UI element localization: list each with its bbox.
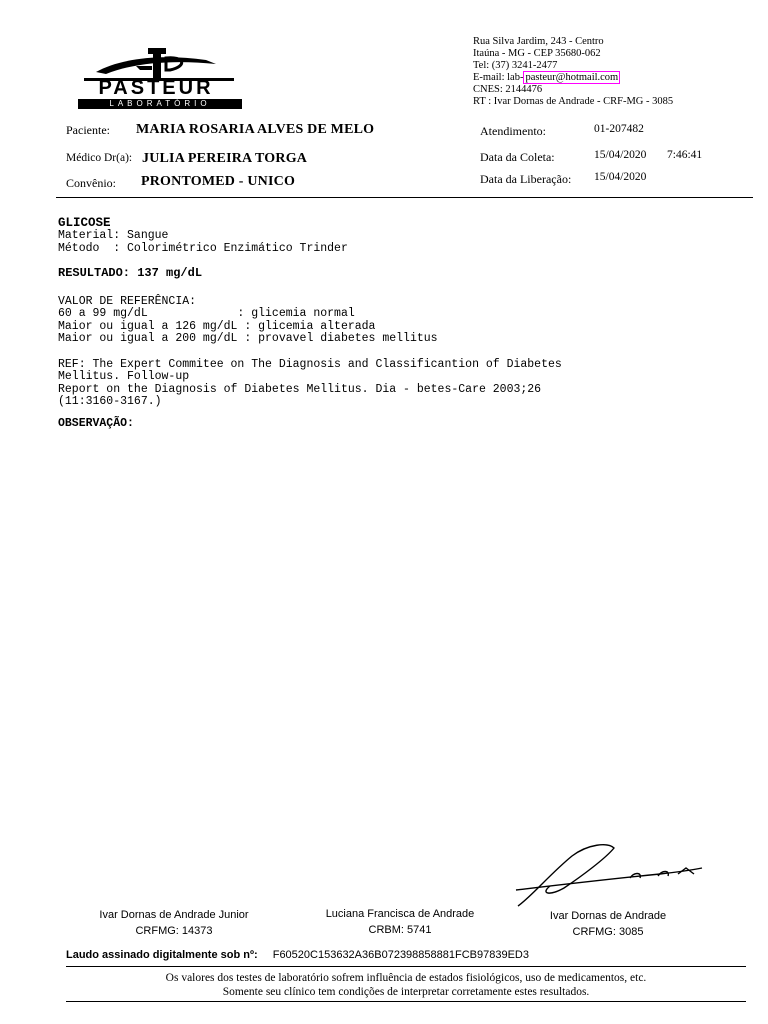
- lab-subtitle: LABORATÓRIO: [78, 99, 242, 109]
- ref-line: 60 a 99 mg/dL : glicemia normal: [58, 307, 355, 320]
- signature-reg: CRBM: 5741: [368, 924, 432, 936]
- lab-logo: [66, 44, 246, 110]
- paciente-label: Paciente:: [66, 123, 110, 137]
- footer-divider-top: [66, 966, 746, 967]
- atendimento-label: Atendimento:: [480, 124, 546, 138]
- address-rt: RT : Ivar Dornas de Andrade - CRF-MG - 3085: [473, 96, 674, 107]
- exam-body: [58, 216, 562, 430]
- ref-citation: REF: The Expert Commitee on The Diagnosis and Classificantion of Diabetes: [58, 357, 562, 371]
- footer-disclaimer: [66, 971, 746, 999]
- medico-name: JULIA PEREIRA TORGA: [142, 151, 308, 166]
- convenio-label: Convênio:: [66, 176, 116, 190]
- liberacao-label: Data da Liberação:: [480, 172, 572, 186]
- observacao-label: OBSERVAÇÃO:: [58, 416, 134, 430]
- atendimento-value: 01-207482: [594, 123, 644, 135]
- ref-citation: Mellitus. Follow-up: [58, 370, 190, 383]
- digital-code: F60520C153632A36B072398858881FCB97839ED3: [272, 949, 529, 961]
- signature-reg: CRFMG: 14373: [135, 925, 213, 937]
- footer-divider-bottom: [66, 1001, 746, 1002]
- liberacao-date: 15/04/2020: [594, 171, 647, 183]
- exam-metodo: Método : Colorimétrico Enzimático Trinder: [58, 241, 348, 255]
- ref-citation: (11:3160-3167.): [58, 395, 162, 408]
- handwritten-signature: [510, 836, 710, 908]
- exam-title: GLICOSE: [58, 216, 111, 230]
- address-cnes: CNES: 2144476: [473, 84, 543, 95]
- address-email-line: [473, 72, 673, 84]
- exam-material: Material: Sangue: [58, 229, 169, 242]
- paciente-name: MARIA ROSARIA ALVES DE MELO: [136, 122, 375, 137]
- medico-label: Médico Dr(a):: [66, 152, 133, 164]
- lab-brand: PASTEUR: [98, 77, 214, 99]
- footer-line-2: Somente seu clínico tem condições de interpretar corretamente estes resultados.: [222, 986, 590, 998]
- footer-line-1: Os valores dos testes de laboratório sofrem influência de estados fisiológicos, uso de medicamentos, etc.: [165, 972, 647, 984]
- signature-3: [508, 910, 708, 938]
- ref-line: Maior ou igual a 200 mg/dL : provavel diabetes mellitus: [58, 332, 438, 345]
- digital-label: Laudo assinado digitalmente sob nº:: [66, 949, 258, 961]
- signature-1: [74, 909, 274, 937]
- ref-citation: Report on the Diagnosis of Diabetes Mellitus. Dia - betes-Care 2003;26: [58, 382, 542, 396]
- ref-title: VALOR DE REFERÊNCIA:: [58, 294, 197, 308]
- signature-name: Luciana Francisca de Andrade: [325, 908, 475, 920]
- signature-name: Ivar Dornas de Andrade Junior: [99, 909, 249, 921]
- digital-signature-line: [66, 949, 529, 961]
- address-street: Rua Silva Jardim, 243 - Centro: [473, 36, 604, 47]
- signature-reg: CRFMG: 3085: [572, 926, 644, 938]
- coleta-date: 15/04/2020: [594, 149, 647, 161]
- coleta-time: 7:46:41: [667, 149, 703, 161]
- address-city: Itaúna - MG - CEP 35680-062: [473, 48, 601, 59]
- ref-line: Maior ou igual a 126 mg/dL : glicemia alterada: [58, 319, 376, 333]
- signature-name: Ivar Dornas de Andrade: [549, 910, 667, 922]
- address-tel: Tel: (37) 3241-2477: [473, 60, 558, 71]
- email-link[interactable]: pasteur@hotmail.com: [525, 72, 619, 83]
- exam-resultado: RESULTADO: 137 mg/dL: [58, 266, 203, 280]
- header-divider: [56, 197, 753, 198]
- signature-2: [300, 908, 500, 936]
- coleta-label: Data da Coleta:: [480, 150, 555, 164]
- email-prefix: E-mail: lab-: [473, 72, 524, 83]
- address-block: [473, 36, 673, 108]
- convenio-name: PRONTOMED - UNICO: [141, 174, 296, 189]
